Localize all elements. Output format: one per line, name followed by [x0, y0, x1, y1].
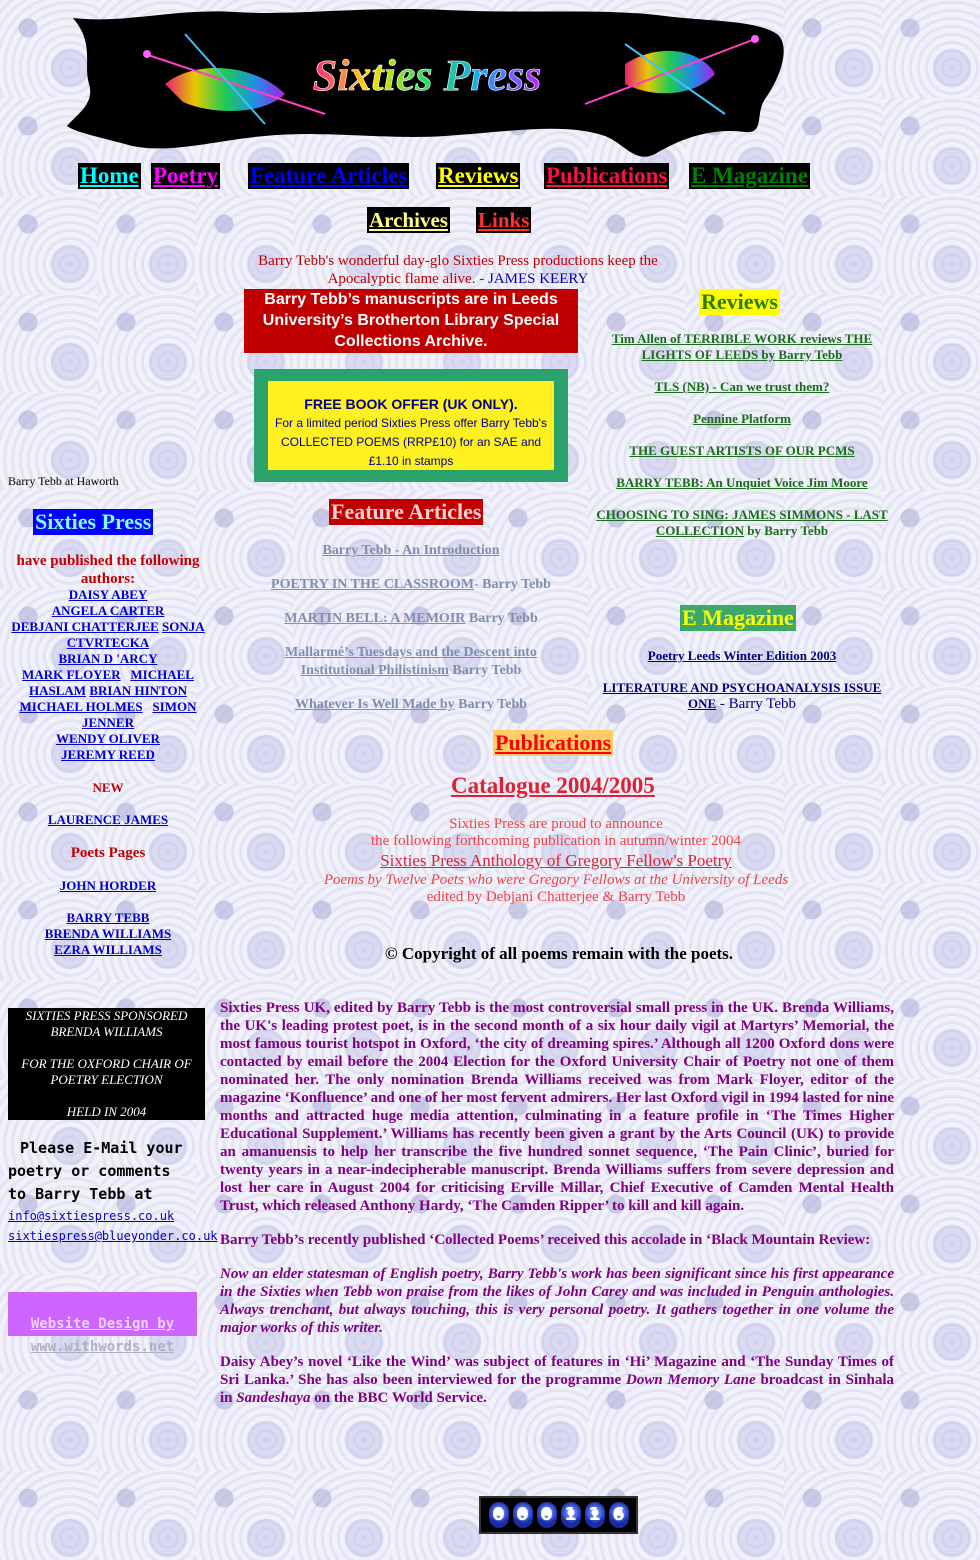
email-note-line: to Barry Tebb at: [8, 1185, 153, 1203]
john-horder-wrap: [8, 878, 208, 894]
author-link[interactable]: MICHAEL HOLMES: [19, 699, 143, 714]
quote-author: JAMES KEERY: [487, 271, 589, 287]
author-link[interactable]: BRIAN D 'ARCY: [58, 651, 158, 666]
email-note-line: poetry or comments: [8, 1162, 171, 1180]
free-book-offer-banner[interactable]: [254, 369, 568, 482]
email-note: [8, 1137, 213, 1206]
sponsor-line: POETRY ELECTION: [50, 1072, 163, 1087]
author-link[interactable]: JEREMY REED: [61, 747, 155, 762]
article-italic: Sandeshaya: [236, 1390, 311, 1406]
article-italic: Down Memory Lane: [626, 1372, 756, 1388]
copyright-notice: © Copyright of all poems remain with the poets.: [384, 944, 734, 963]
withwords-link[interactable]: www.withwords.net: [30, 1339, 175, 1355]
author-list: [8, 587, 208, 763]
nav-feature-articles[interactable]: Feature Articles: [250, 163, 408, 188]
reviews-list: [592, 331, 892, 539]
article-quote: Now an elder statesman of English poetry, Barry Tebb's work has been significant since his first appearance in the Sixties when Tebb won praise from the likes of John Carey and was included in Penguin anthologies. Always trenchant, but always touching, this is very personal poetry. It gathers together in one volume the major works of this writer.: [220, 1266, 894, 1336]
counter-digit: 1: [585, 1502, 605, 1528]
feature-article-author: Barry Tebb: [454, 697, 528, 712]
nav-poetry[interactable]: Poetry: [153, 163, 219, 188]
new-label: NEW: [92, 780, 124, 795]
anthology-editors: edited by Debjani Chatterjee & Barry Tebb: [426, 889, 686, 905]
email-links: [8, 1206, 218, 1246]
publications-heading: Publications: [495, 730, 612, 755]
article-paragraph: Barry Tebb’s recently published ‘Collected Poems’ received this accolade in ‘Black Mountain Review:: [220, 1232, 871, 1248]
emag-link[interactable]: LITERATURE AND PSYCHOANALYSIS ISSUE ONE: [602, 680, 882, 711]
website-design-link[interactable]: Website Design by: [30, 1316, 175, 1332]
email-blueyonder-link[interactable]: sixtiespress@blueyonder.co.uk: [8, 1229, 218, 1243]
author-link[interactable]: WENDY OLIVER: [56, 731, 160, 746]
article-text: broadcast in Sinhala in: [220, 1372, 895, 1406]
reviews-heading: Reviews: [701, 289, 778, 314]
laurence-james-link-wrap: [8, 812, 208, 828]
author-link[interactable]: DEBJANI CHATTERJEE: [11, 619, 159, 634]
nav-reviews[interactable]: Reviews: [438, 163, 519, 188]
feature-articles-heading: Feature Articles: [331, 499, 482, 524]
sixties-press-heading: Sixties Press: [35, 509, 152, 534]
manuscripts-notice: Barry Tebb’s manuscripts are in Leeds University’s Brotherton Library Special Collections Archive.: [244, 289, 578, 353]
review-link[interactable]: THE GUEST ARTISTS OF OUR PCMS: [629, 443, 855, 458]
article-paragraph: [220, 1353, 894, 1407]
counter-digit: 0: [489, 1502, 509, 1528]
ezra-williams-link[interactable]: EZRA WILLIAMS: [54, 942, 162, 957]
poets-links: [8, 910, 208, 958]
anthology-subtitle: Poems by Twelve Poets who were Gregory Fellows at the University of Leeds: [323, 872, 789, 888]
review-link[interactable]: TLS (NB) - Can we trust them?: [654, 379, 830, 394]
e-magazine-heading: E Magazine: [682, 605, 794, 630]
anthology-link[interactable]: Sixties Press Anthology of Gregory Fellow's Poetry: [380, 851, 732, 870]
sponsor-box: [8, 1008, 205, 1120]
sponsor-line: BRENDA WILLIAMS: [50, 1024, 163, 1039]
feature-article-author: Barry Tebb: [465, 611, 538, 626]
feature-article-link[interactable]: Barry Tebb - An Introduction: [322, 543, 500, 558]
nav-publications[interactable]: Publications: [546, 163, 668, 188]
sponsor-line: SIXTIES PRESS SPONSORED: [25, 1008, 188, 1023]
poets-pages-label: Poets Pages: [70, 845, 146, 861]
review-link[interactable]: Pennine Platform: [693, 411, 791, 426]
keery-quote: [240, 252, 676, 288]
author-link[interactable]: SONJA CTVRTECKA: [66, 619, 205, 650]
author-link[interactable]: DAISY ABEY: [68, 587, 148, 602]
photo-caption: Barry Tebb at Haworth: [8, 474, 119, 488]
article-text: Daisy Abey’s novel ‘Like the Wind’ was subject of features in ‘Hi’ Magazine and ‘The Sunday Times of Sri Lanka.’ She has also been interviewed for the programme: [220, 1354, 894, 1388]
quote-text: Barry Tebb's wonderful day-glo Sixties Press productions keep the Apocalyptic flame alive. -: [258, 253, 658, 287]
nav-archives[interactable]: Archives: [369, 208, 448, 232]
author-link[interactable]: SIMON JENNER: [81, 699, 197, 730]
author-link[interactable]: MICHAEL HASLAM: [29, 667, 194, 698]
author-link[interactable]: BRIAN HINTON: [89, 683, 187, 698]
review-author: by Barry Tebb: [743, 523, 829, 538]
feature-article-author: Barry Tebb: [448, 663, 522, 678]
counter-digit: 1: [561, 1502, 581, 1528]
feature-article-author: - Barry Tebb: [473, 577, 551, 592]
sixties-press-logo: [65, 4, 790, 166]
emag-link[interactable]: Poetry Leeds Winter Edition 2003: [647, 648, 837, 663]
barry-tebb-link[interactable]: BARRY TEBB: [66, 910, 150, 925]
counter-digit: 0: [513, 1502, 533, 1528]
publications-announcement: [300, 816, 812, 906]
offer-line-1: FREE BOOK OFFER (UK ONLY).: [304, 396, 518, 412]
offer-line-2: For a limited period Sixties Press offer Barry Tebb's: [275, 416, 547, 430]
author-link[interactable]: MARK FLOYER: [22, 667, 121, 682]
emag-author: - Barry Tebb: [716, 696, 797, 712]
sponsor-line: FOR THE OXFORD CHAIR OF: [21, 1056, 192, 1071]
counter-digit: 6: [609, 1502, 629, 1528]
feature-article-link[interactable]: MARTIN BELL: A MEMOIR: [284, 611, 466, 626]
offer-line-3: COLLECTED POEMS (RRP£10) for an SAE and £1.10 in stamps: [280, 435, 542, 468]
review-link[interactable]: BARRY TEBB: An Unquiet Voice Jim Moore: [616, 475, 868, 490]
sponsor-line: HELD IN 2004: [66, 1104, 147, 1119]
nav-home[interactable]: Home: [80, 163, 139, 188]
hit-counter: [479, 1496, 638, 1534]
review-link[interactable]: CHOOSING TO SING: JAMES SIMMONS - LAST COLLECTION: [596, 507, 888, 538]
nav-e-magazine[interactable]: E Magazine: [691, 163, 808, 188]
e-magazine-list: [592, 648, 892, 712]
svg-text:Sixties Press: Sixties Press: [312, 51, 542, 100]
laurence-james-link[interactable]: LAURENCE JAMES: [47, 812, 169, 827]
press-article: [220, 999, 894, 1407]
catalogue-link[interactable]: Catalogue 2004/2005: [451, 773, 655, 798]
feature-article-link[interactable]: Whatever Is Well Made by: [294, 697, 455, 712]
feature-article-link[interactable]: Mallarmé’s Tuesdays and the Descent into Institutional Philistinism: [285, 645, 537, 678]
author-link[interactable]: ANGELA CARTER: [51, 603, 165, 618]
nav-links[interactable]: Links: [478, 208, 530, 232]
article-text: on the BBC World Service.: [310, 1390, 487, 1406]
review-link[interactable]: Tim Allen of TERRIBLE WORK reviews THE LIGHTS OF LEEDS by Barry Tebb: [611, 331, 873, 362]
john-horder-link[interactable]: JOHN HORDER: [59, 878, 157, 893]
article-paragraph: Sixties Press UK, edited by Barry Tebb is the most controversial small press in the UK. Brenda Williams, the UK's leading protest poet, is in the second month of a six hour daily vigil at Martyrs’ Memorial, the most famous tourist hotspot in Oxford, ‘the city of dreaming spires.’ Although all 1200 Oxford dons were contacted by email before the 2004 Election for the Oxford University Chair of Poetry not one of them nominated her. The only nomination Brenda Williams received was from Mark Floyer, editor of the magazine ‘Konfluence’ and one of her most fervent admirers. Her last Oxford vigil in 1994 lasted for nine months and attracted huge media attention, culminating in a feature profile in ‘The Times Higher Educational Supplement.’ Williams has recently been given a grant by the Arts Council (UK) to provide an amanuensis to help her transcribe the five hundred sonnet sequence, ‘The Pain Clinic’, buried for twenty years in a near-indecipherable manuscript. Brenda Williams suffers from severe depression and lost her care in August 2004 for criticising Erville Millar, Chief Executive of Camden Mental Health Trust, which released Anthony Hardy, ‘The Camden Ripper’ to kill and kill again.: [220, 1000, 894, 1214]
counter-digit: 0: [537, 1502, 557, 1528]
website-design-credit: [8, 1313, 197, 1359]
email-info-link[interactable]: info@sixtiespress.co.uk: [8, 1209, 175, 1223]
feature-articles-list: [250, 541, 572, 713]
offer-text: [268, 381, 554, 470]
have-published-label: have published the following authors:: [16, 553, 200, 587]
feature-article-link[interactable]: POETRY IN THE CLASSROOM: [271, 577, 474, 592]
announce-line: the following forthcoming publication in autumn/winter 2004: [371, 833, 741, 849]
email-note-line: Please E-Mail your: [20, 1139, 183, 1157]
brenda-williams-link[interactable]: BRENDA WILLIAMS: [44, 926, 172, 941]
announce-line: Sixties Press are proud to announce: [449, 816, 663, 832]
